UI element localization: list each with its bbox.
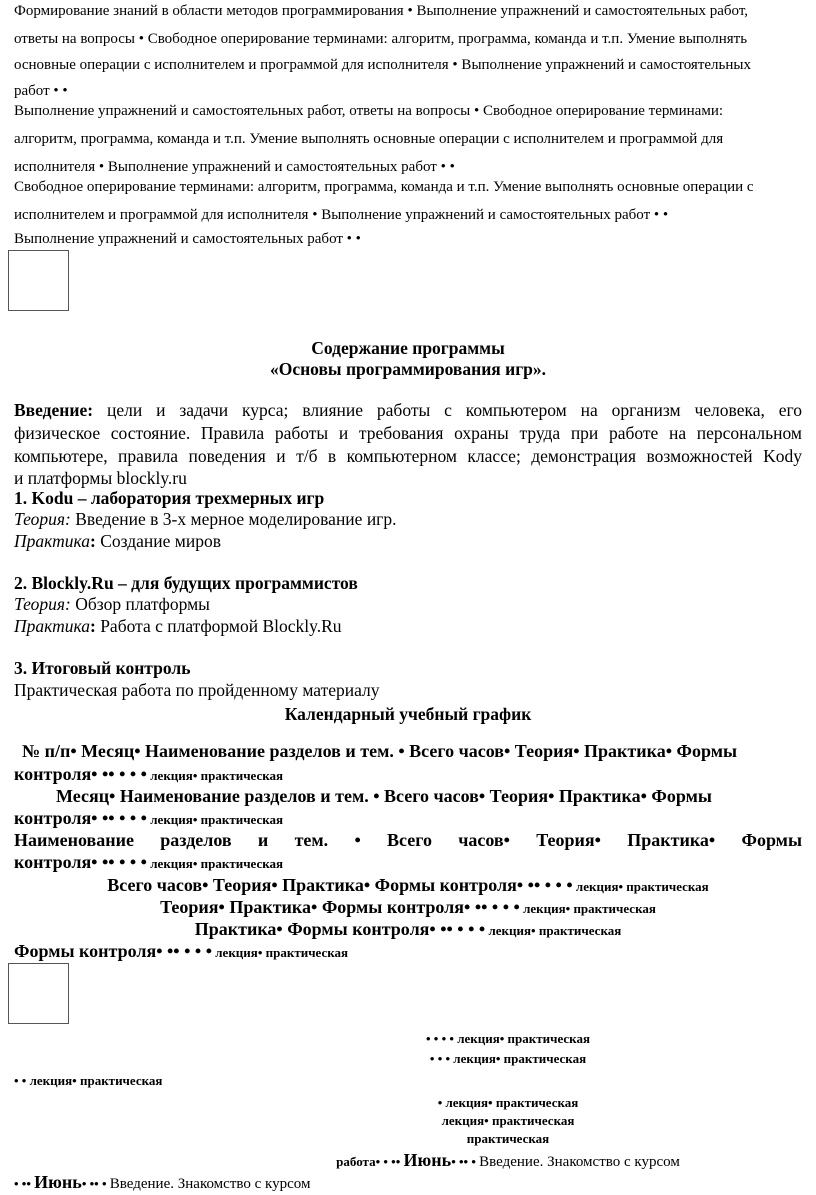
intro-label: Введение: <box>14 400 94 420</box>
table-line: Месяц• Наименование разделов и тем. • Всего часов• Теория• Практика• Формы <box>56 786 712 806</box>
text-line: и платформы blockly.ru <box>14 468 187 488</box>
month-label: Июнь <box>34 1172 82 1192</box>
practice-label: Практика <box>14 616 90 636</box>
section-text: Практическая работа по пройденному материалу <box>14 680 380 700</box>
text-line: исполнителя • Выполнение упражнений и самостоятельных работ • • <box>14 159 455 175</box>
table-text-small: лекция• практическая <box>147 768 284 783</box>
practice-text: Работа с платформой Blockly.Ru <box>95 616 342 636</box>
table-line <box>14 764 802 785</box>
table-line: • • • • лекция• практическая <box>425 1031 591 1046</box>
table-line <box>14 808 802 829</box>
theory-text: Введение в 3-х мерное моделирование игр. <box>70 509 397 529</box>
text-line: алгоритм, программа, команда и т.п. Умение выполнять основные операции с исполнителем и программой для <box>14 131 724 147</box>
table-text-small: лекция• практическая <box>147 812 284 827</box>
text-line: основные операции с исполнителем и программой для исполнителя • Выполнение упражнений и самостоятельных <box>14 57 751 73</box>
text-line: работ • • <box>14 83 68 99</box>
text-line: Формирование знаний в области методов программирования • Выполнение упражнений и самостоятельных работ, <box>14 3 748 19</box>
practice-label: Практика <box>14 531 90 551</box>
table-line <box>14 852 802 873</box>
table-line <box>14 941 802 962</box>
table-line <box>14 897 802 918</box>
text-line: исполнителем и программой для исполнителя • Выполнение упражнений и самостоятельных работ • • <box>14 207 669 223</box>
program-title: Содержание программы <box>311 338 505 358</box>
table-text-small: лекция• практическая <box>147 856 284 871</box>
topic-text: Введение. Знакомство с курсом <box>109 1176 311 1192</box>
table-text: контроля• •• • • • <box>14 764 147 784</box>
table-line: № п/п• Месяц• Наименование разделов и тем. • Всего часов• Теория• Практика• Формы <box>22 741 738 761</box>
table-text-small: лекция• практическая <box>485 923 622 938</box>
section-heading: 3. Итоговый контроль <box>14 658 191 678</box>
table-line: • • • лекция• практическая <box>429 1051 587 1066</box>
theory-label: Теория: <box>14 594 71 614</box>
table-text-small: лекция• практическая <box>519 901 656 916</box>
text-line: Выполнение упражнений и самостоятельных работ, ответы на вопросы • Свободное оперирование терминами: <box>14 103 724 119</box>
practice-text: Создание миров <box>95 531 221 551</box>
table-line: • лекция• практическая <box>437 1095 579 1110</box>
text-line: компьютере, правила поведения и т/б в компьютерном классе; демонстрация возможностей Kody <box>14 446 802 466</box>
table-text: Всего часов• Теория• Практика• Формы контроля• •• • • • <box>107 875 573 895</box>
month-label: Июнь <box>403 1150 452 1170</box>
theory-label: Теория: <box>14 509 71 529</box>
topic-text: Введение. Знакомство с курсом <box>479 1154 680 1170</box>
table-text: Практика• Формы контроля• •• • • • <box>194 919 486 939</box>
section-heading: 1. Kodu – лаборатория трехмерных игр <box>14 488 325 508</box>
table-text-small: лекция• практическая <box>572 879 709 894</box>
image-placeholder <box>8 250 69 311</box>
table-text: Теория• Практика• Формы контроля• •• • • • <box>160 897 520 917</box>
table-text-small: • •• • <box>451 1154 480 1169</box>
theory-text: Обзор платформы <box>70 594 210 614</box>
table-text: контроля• •• • • • <box>14 852 147 872</box>
table-text-small: • •• <box>14 1176 35 1191</box>
text-line: Выполнение упражнений и самостоятельных работ • • <box>14 231 361 247</box>
text-line: физическое состояние. Правила работы и требования охраны труда при работе на персональном <box>14 423 802 443</box>
table-line <box>200 1150 816 1171</box>
table-line: лекция• практическая <box>441 1113 575 1128</box>
table-text-small: • •• • <box>81 1176 110 1191</box>
text-line: цели и задачи курса; влияние работы с компьютером на организм человека, его <box>106 400 803 420</box>
table-text: Формы контроля• •• • • • <box>14 941 212 961</box>
table-line: практическая <box>466 1131 550 1146</box>
table-line: Наименование разделов и тем. • Всего часов• Теория• Практика• Формы <box>14 830 802 850</box>
table-line <box>14 875 802 896</box>
image-placeholder <box>8 963 69 1024</box>
calendar-title: Календарный учебный график <box>284 704 532 724</box>
program-subtitle: «Основы программирования игр». <box>269 359 547 379</box>
table-text: контроля• •• • • • <box>14 808 147 828</box>
table-text-small: работа• • •• <box>336 1154 404 1169</box>
table-line <box>14 1172 802 1193</box>
text-line: ответы на вопросы • Свободное оперирование терминами: алгоритм, программа, команда и т.п. Умение выполнять <box>14 31 748 47</box>
table-text-small: лекция• практическая <box>212 945 349 960</box>
text-line: Свободное оперирование терминами: алгоритм, программа, команда и т.п. Умение выполнять основные операции с <box>14 179 754 195</box>
table-line <box>14 919 802 940</box>
table-line: • • лекция• практическая <box>14 1073 163 1088</box>
section-heading: 2. Blockly.Ru – для будущих программистов <box>14 573 358 593</box>
